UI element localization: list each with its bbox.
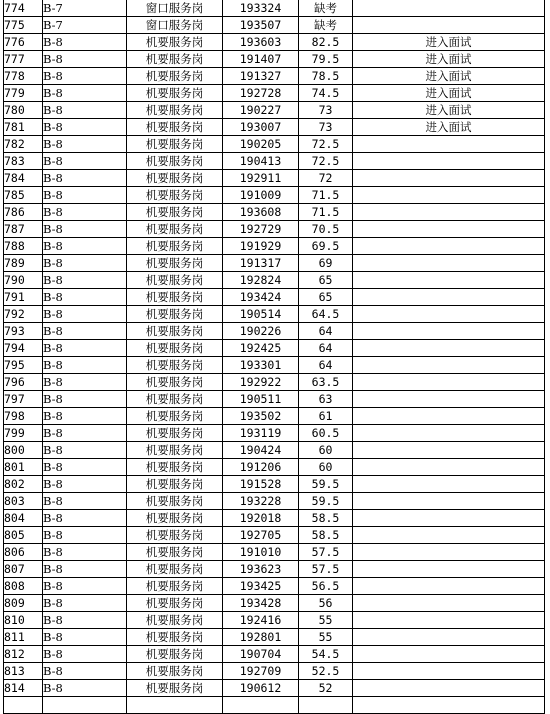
interview-status-cell xyxy=(353,272,545,289)
interview-status-cell xyxy=(353,595,545,612)
group-code-cell: B-8 xyxy=(43,595,127,612)
position-name-cell: 机要服务岗 xyxy=(127,425,223,442)
score-cell: 64 xyxy=(299,323,353,340)
row-number-cell: 797 xyxy=(4,391,43,408)
row-number-cell: 811 xyxy=(4,629,43,646)
position-name-cell: 窗口服务岗 xyxy=(127,17,223,34)
candidate-id-cell: 192801 xyxy=(223,629,299,646)
group-code-cell: B-8 xyxy=(43,442,127,459)
score-cell: 71.5 xyxy=(299,187,353,204)
group-code-cell: B-8 xyxy=(43,238,127,255)
position-name-cell: 机要服务岗 xyxy=(127,51,223,68)
candidate-id-cell: 192018 xyxy=(223,510,299,527)
row-number-cell: 796 xyxy=(4,374,43,391)
score-cell: 59.5 xyxy=(299,493,353,510)
group-code-cell: B-8 xyxy=(43,153,127,170)
group-code-cell: B-8 xyxy=(43,374,127,391)
table-row xyxy=(4,425,545,442)
candidate-id-cell: 190424 xyxy=(223,442,299,459)
interview-status-cell xyxy=(353,374,545,391)
row-number-cell: 804 xyxy=(4,510,43,527)
score-cell: 64.5 xyxy=(299,306,353,323)
score-cell: 60.5 xyxy=(299,425,353,442)
group-code-cell: B-8 xyxy=(43,323,127,340)
position-name-cell: 机要服务岗 xyxy=(127,153,223,170)
interview-status-cell xyxy=(353,680,545,697)
interview-status-cell xyxy=(353,255,545,272)
interview-status-cell xyxy=(353,306,545,323)
interview-status-cell xyxy=(353,323,545,340)
table-row xyxy=(4,17,545,34)
group-code-cell: B-8 xyxy=(43,425,127,442)
position-name-cell: 机要服务岗 xyxy=(127,442,223,459)
row-number-cell: 812 xyxy=(4,646,43,663)
interview-status-cell xyxy=(353,357,545,374)
interview-status-cell xyxy=(353,170,545,187)
group-code-cell: B-8 xyxy=(43,663,127,680)
candidate-id-cell: 190205 xyxy=(223,136,299,153)
group-code-cell: B-8 xyxy=(43,85,127,102)
empty-cell xyxy=(43,697,127,714)
table-row xyxy=(4,561,545,578)
score-cell: 60 xyxy=(299,459,353,476)
score-cell: 72.5 xyxy=(299,153,353,170)
row-number-cell: 778 xyxy=(4,68,43,85)
interview-status-cell xyxy=(353,187,545,204)
table-row xyxy=(4,340,545,357)
table-row xyxy=(4,544,545,561)
candidate-id-cell: 192728 xyxy=(223,85,299,102)
group-code-cell: B-8 xyxy=(43,204,127,221)
interview-status-cell xyxy=(353,476,545,493)
table-row xyxy=(4,306,545,323)
table-row xyxy=(4,0,545,17)
score-cell: 69 xyxy=(299,255,353,272)
table-row xyxy=(4,170,545,187)
group-code-cell: B-8 xyxy=(43,289,127,306)
row-number-cell: 793 xyxy=(4,323,43,340)
candidate-id-cell: 192709 xyxy=(223,663,299,680)
interview-status-cell xyxy=(353,646,545,663)
position-name-cell: 机要服务岗 xyxy=(127,663,223,680)
score-cell: 61 xyxy=(299,408,353,425)
score-cell: 缺考 xyxy=(299,17,353,34)
candidate-id-cell: 192911 xyxy=(223,170,299,187)
interview-status-cell xyxy=(353,391,545,408)
score-cell: 60 xyxy=(299,442,353,459)
table-row xyxy=(4,408,545,425)
score-cell: 55 xyxy=(299,612,353,629)
row-number-cell: 777 xyxy=(4,51,43,68)
interview-status-cell xyxy=(353,0,545,17)
score-cell: 78.5 xyxy=(299,68,353,85)
row-number-cell: 784 xyxy=(4,170,43,187)
interview-status-cell xyxy=(353,561,545,578)
position-name-cell: 机要服务岗 xyxy=(127,459,223,476)
position-name-cell: 机要服务岗 xyxy=(127,102,223,119)
table-row xyxy=(4,578,545,595)
score-table-body xyxy=(4,0,545,714)
score-cell: 58.5 xyxy=(299,527,353,544)
group-code-cell: B-8 xyxy=(43,476,127,493)
score-cell: 65 xyxy=(299,272,353,289)
table-row xyxy=(4,323,545,340)
group-code-cell: B-8 xyxy=(43,255,127,272)
table-row xyxy=(4,238,545,255)
candidate-id-cell: 191528 xyxy=(223,476,299,493)
row-number-cell: 809 xyxy=(4,595,43,612)
row-number-cell: 798 xyxy=(4,408,43,425)
interview-status-cell xyxy=(353,289,545,306)
position-name-cell: 机要服务岗 xyxy=(127,238,223,255)
score-cell: 57.5 xyxy=(299,544,353,561)
position-name-cell: 机要服务岗 xyxy=(127,119,223,136)
position-name-cell: 机要服务岗 xyxy=(127,578,223,595)
candidate-id-cell: 192416 xyxy=(223,612,299,629)
score-cell: 79.5 xyxy=(299,51,353,68)
candidate-id-cell: 193228 xyxy=(223,493,299,510)
row-number-cell: 805 xyxy=(4,527,43,544)
interview-status-cell xyxy=(353,629,545,646)
row-number-cell: 800 xyxy=(4,442,43,459)
score-cell: 73 xyxy=(299,119,353,136)
row-number-cell: 810 xyxy=(4,612,43,629)
candidate-id-cell: 193623 xyxy=(223,561,299,578)
group-code-cell: B-8 xyxy=(43,459,127,476)
group-code-cell: B-8 xyxy=(43,391,127,408)
candidate-id-cell: 191317 xyxy=(223,255,299,272)
score-cell: 71.5 xyxy=(299,204,353,221)
score-cell: 65 xyxy=(299,289,353,306)
empty-cell xyxy=(223,697,299,714)
interview-status-cell: 进入面试 xyxy=(353,119,545,136)
position-name-cell: 机要服务岗 xyxy=(127,68,223,85)
score-cell: 56.5 xyxy=(299,578,353,595)
interview-status-cell xyxy=(353,136,545,153)
score-cell: 64 xyxy=(299,357,353,374)
table-row xyxy=(4,119,545,136)
group-code-cell: B-8 xyxy=(43,629,127,646)
interview-status-cell xyxy=(353,408,545,425)
candidate-id-cell: 192824 xyxy=(223,272,299,289)
group-code-cell: B-8 xyxy=(43,51,127,68)
position-name-cell: 机要服务岗 xyxy=(127,629,223,646)
position-name-cell: 机要服务岗 xyxy=(127,391,223,408)
candidate-id-cell: 191407 xyxy=(223,51,299,68)
table-row xyxy=(4,34,545,51)
table-row xyxy=(4,255,545,272)
row-number-cell: 786 xyxy=(4,204,43,221)
candidate-id-cell: 191929 xyxy=(223,238,299,255)
interview-status-cell xyxy=(353,493,545,510)
interview-status-cell: 进入面试 xyxy=(353,51,545,68)
table-row xyxy=(4,459,545,476)
interview-status-cell xyxy=(353,527,545,544)
interview-status-cell xyxy=(353,340,545,357)
position-name-cell: 机要服务岗 xyxy=(127,493,223,510)
candidate-id-cell: 191009 xyxy=(223,187,299,204)
candidate-id-cell: 190226 xyxy=(223,323,299,340)
score-cell: 52.5 xyxy=(299,663,353,680)
interview-status-cell xyxy=(353,425,545,442)
row-number-cell: 788 xyxy=(4,238,43,255)
position-name-cell: 机要服务岗 xyxy=(127,306,223,323)
table-row xyxy=(4,374,545,391)
position-name-cell: 机要服务岗 xyxy=(127,85,223,102)
score-cell: 57.5 xyxy=(299,561,353,578)
position-name-cell: 机要服务岗 xyxy=(127,357,223,374)
table-row xyxy=(4,153,545,170)
table-row xyxy=(4,221,545,238)
interview-status-cell xyxy=(353,578,545,595)
table-row-empty xyxy=(4,697,545,714)
table-row xyxy=(4,68,545,85)
row-number-cell: 808 xyxy=(4,578,43,595)
group-code-cell: B-8 xyxy=(43,68,127,85)
candidate-id-cell: 190227 xyxy=(223,102,299,119)
position-name-cell: 机要服务岗 xyxy=(127,272,223,289)
group-code-cell: B-8 xyxy=(43,119,127,136)
row-number-cell: 792 xyxy=(4,306,43,323)
score-cell: 69.5 xyxy=(299,238,353,255)
table-row xyxy=(4,510,545,527)
group-code-cell: B-8 xyxy=(43,493,127,510)
row-number-cell: 779 xyxy=(4,85,43,102)
table-row xyxy=(4,391,545,408)
position-name-cell: 机要服务岗 xyxy=(127,34,223,51)
row-number-cell: 785 xyxy=(4,187,43,204)
table-row xyxy=(4,136,545,153)
row-number-cell: 787 xyxy=(4,221,43,238)
score-cell: 73 xyxy=(299,102,353,119)
interview-status-cell: 进入面试 xyxy=(353,68,545,85)
candidate-id-cell: 193119 xyxy=(223,425,299,442)
candidate-id-cell: 193007 xyxy=(223,119,299,136)
position-name-cell: 机要服务岗 xyxy=(127,323,223,340)
score-cell: 59.5 xyxy=(299,476,353,493)
row-number-cell: 781 xyxy=(4,119,43,136)
position-name-cell: 机要服务岗 xyxy=(127,595,223,612)
position-name-cell: 机要服务岗 xyxy=(127,187,223,204)
group-code-cell: B-8 xyxy=(43,561,127,578)
candidate-id-cell: 193301 xyxy=(223,357,299,374)
position-name-cell: 机要服务岗 xyxy=(127,221,223,238)
group-code-cell: B-8 xyxy=(43,612,127,629)
group-code-cell: B-8 xyxy=(43,34,127,51)
score-cell: 缺考 xyxy=(299,0,353,17)
position-name-cell: 机要服务岗 xyxy=(127,170,223,187)
row-number-cell: 774 xyxy=(4,0,43,17)
group-code-cell: B-8 xyxy=(43,170,127,187)
position-name-cell: 机要服务岗 xyxy=(127,408,223,425)
row-number-cell: 789 xyxy=(4,255,43,272)
score-cell: 70.5 xyxy=(299,221,353,238)
group-code-cell: B-8 xyxy=(43,187,127,204)
table-row xyxy=(4,680,545,697)
score-cell: 54.5 xyxy=(299,646,353,663)
candidate-id-cell: 193603 xyxy=(223,34,299,51)
score-cell: 58.5 xyxy=(299,510,353,527)
interview-status-cell xyxy=(353,204,545,221)
table-row xyxy=(4,187,545,204)
row-number-cell: 790 xyxy=(4,272,43,289)
candidate-id-cell: 191206 xyxy=(223,459,299,476)
candidate-id-cell: 190413 xyxy=(223,153,299,170)
empty-cell xyxy=(299,697,353,714)
interview-status-cell xyxy=(353,153,545,170)
position-name-cell: 机要服务岗 xyxy=(127,340,223,357)
score-cell: 72.5 xyxy=(299,136,353,153)
table-row xyxy=(4,629,545,646)
candidate-id-cell: 191010 xyxy=(223,544,299,561)
position-name-cell: 机要服务岗 xyxy=(127,544,223,561)
position-name-cell: 机要服务岗 xyxy=(127,510,223,527)
row-number-cell: 791 xyxy=(4,289,43,306)
score-cell: 52 xyxy=(299,680,353,697)
position-name-cell: 机要服务岗 xyxy=(127,289,223,306)
row-number-cell: 803 xyxy=(4,493,43,510)
interview-status-cell xyxy=(353,510,545,527)
table-row xyxy=(4,663,545,680)
candidate-id-cell: 193502 xyxy=(223,408,299,425)
row-number-cell: 801 xyxy=(4,459,43,476)
empty-cell xyxy=(4,697,43,714)
table-row xyxy=(4,272,545,289)
position-name-cell: 机要服务岗 xyxy=(127,612,223,629)
score-cell: 74.5 xyxy=(299,85,353,102)
table-row xyxy=(4,612,545,629)
empty-cell xyxy=(127,697,223,714)
table-row xyxy=(4,595,545,612)
candidate-id-cell: 193424 xyxy=(223,289,299,306)
candidate-id-cell: 192729 xyxy=(223,221,299,238)
position-name-cell: 机要服务岗 xyxy=(127,527,223,544)
row-number-cell: 780 xyxy=(4,102,43,119)
table-row xyxy=(4,51,545,68)
interview-status-cell xyxy=(353,221,545,238)
score-cell: 55 xyxy=(299,629,353,646)
interview-status-cell xyxy=(353,612,545,629)
score-cell: 82.5 xyxy=(299,34,353,51)
row-number-cell: 799 xyxy=(4,425,43,442)
candidate-id-cell: 193507 xyxy=(223,17,299,34)
group-code-cell: B-8 xyxy=(43,136,127,153)
interview-status-cell xyxy=(353,544,545,561)
candidate-id-cell: 193608 xyxy=(223,204,299,221)
row-number-cell: 776 xyxy=(4,34,43,51)
score-table xyxy=(3,0,545,714)
row-number-cell: 795 xyxy=(4,357,43,374)
group-code-cell: B-8 xyxy=(43,578,127,595)
position-name-cell: 机要服务岗 xyxy=(127,374,223,391)
candidate-id-cell: 190511 xyxy=(223,391,299,408)
position-name-cell: 机要服务岗 xyxy=(127,136,223,153)
candidate-id-cell: 193428 xyxy=(223,595,299,612)
score-cell: 72 xyxy=(299,170,353,187)
candidate-id-cell: 191327 xyxy=(223,68,299,85)
score-cell: 64 xyxy=(299,340,353,357)
interview-status-cell xyxy=(353,17,545,34)
group-code-cell: B-8 xyxy=(43,680,127,697)
position-name-cell: 机要服务岗 xyxy=(127,646,223,663)
row-number-cell: 806 xyxy=(4,544,43,561)
interview-status-cell xyxy=(353,459,545,476)
position-name-cell: 机要服务岗 xyxy=(127,204,223,221)
interview-status-cell: 进入面试 xyxy=(353,102,545,119)
table-row xyxy=(4,289,545,306)
table-row xyxy=(4,102,545,119)
group-code-cell: B-7 xyxy=(43,0,127,17)
position-name-cell: 机要服务岗 xyxy=(127,255,223,272)
row-number-cell: 807 xyxy=(4,561,43,578)
interview-status-cell: 进入面试 xyxy=(353,34,545,51)
candidate-id-cell: 190704 xyxy=(223,646,299,663)
group-code-cell: B-8 xyxy=(43,646,127,663)
candidate-id-cell: 192425 xyxy=(223,340,299,357)
position-name-cell: 机要服务岗 xyxy=(127,561,223,578)
group-code-cell: B-8 xyxy=(43,306,127,323)
group-code-cell: B-8 xyxy=(43,221,127,238)
group-code-cell: B-8 xyxy=(43,527,127,544)
row-number-cell: 775 xyxy=(4,17,43,34)
table-row xyxy=(4,204,545,221)
table-row xyxy=(4,646,545,663)
table-row xyxy=(4,493,545,510)
table-row xyxy=(4,476,545,493)
group-code-cell: B-8 xyxy=(43,357,127,374)
group-code-cell: B-8 xyxy=(43,408,127,425)
candidate-id-cell: 193324 xyxy=(223,0,299,17)
row-number-cell: 794 xyxy=(4,340,43,357)
group-code-cell: B-8 xyxy=(43,544,127,561)
table-row xyxy=(4,357,545,374)
table-row xyxy=(4,442,545,459)
position-name-cell: 窗口服务岗 xyxy=(127,0,223,17)
score-cell: 56 xyxy=(299,595,353,612)
empty-cell xyxy=(353,697,545,714)
row-number-cell: 813 xyxy=(4,663,43,680)
interview-status-cell: 进入面试 xyxy=(353,85,545,102)
candidate-id-cell: 190612 xyxy=(223,680,299,697)
group-code-cell: B-7 xyxy=(43,17,127,34)
row-number-cell: 814 xyxy=(4,680,43,697)
candidate-id-cell: 192705 xyxy=(223,527,299,544)
table-row xyxy=(4,527,545,544)
row-number-cell: 802 xyxy=(4,476,43,493)
row-number-cell: 782 xyxy=(4,136,43,153)
candidate-id-cell: 192922 xyxy=(223,374,299,391)
group-code-cell: B-8 xyxy=(43,272,127,289)
interview-status-cell xyxy=(353,442,545,459)
group-code-cell: B-8 xyxy=(43,340,127,357)
row-number-cell: 783 xyxy=(4,153,43,170)
interview-status-cell xyxy=(353,663,545,680)
score-cell: 63 xyxy=(299,391,353,408)
candidate-id-cell: 193425 xyxy=(223,578,299,595)
group-code-cell: B-8 xyxy=(43,510,127,527)
group-code-cell: B-8 xyxy=(43,102,127,119)
candidate-id-cell: 190514 xyxy=(223,306,299,323)
position-name-cell: 机要服务岗 xyxy=(127,680,223,697)
score-cell: 63.5 xyxy=(299,374,353,391)
interview-status-cell xyxy=(353,238,545,255)
position-name-cell: 机要服务岗 xyxy=(127,476,223,493)
table-row xyxy=(4,85,545,102)
